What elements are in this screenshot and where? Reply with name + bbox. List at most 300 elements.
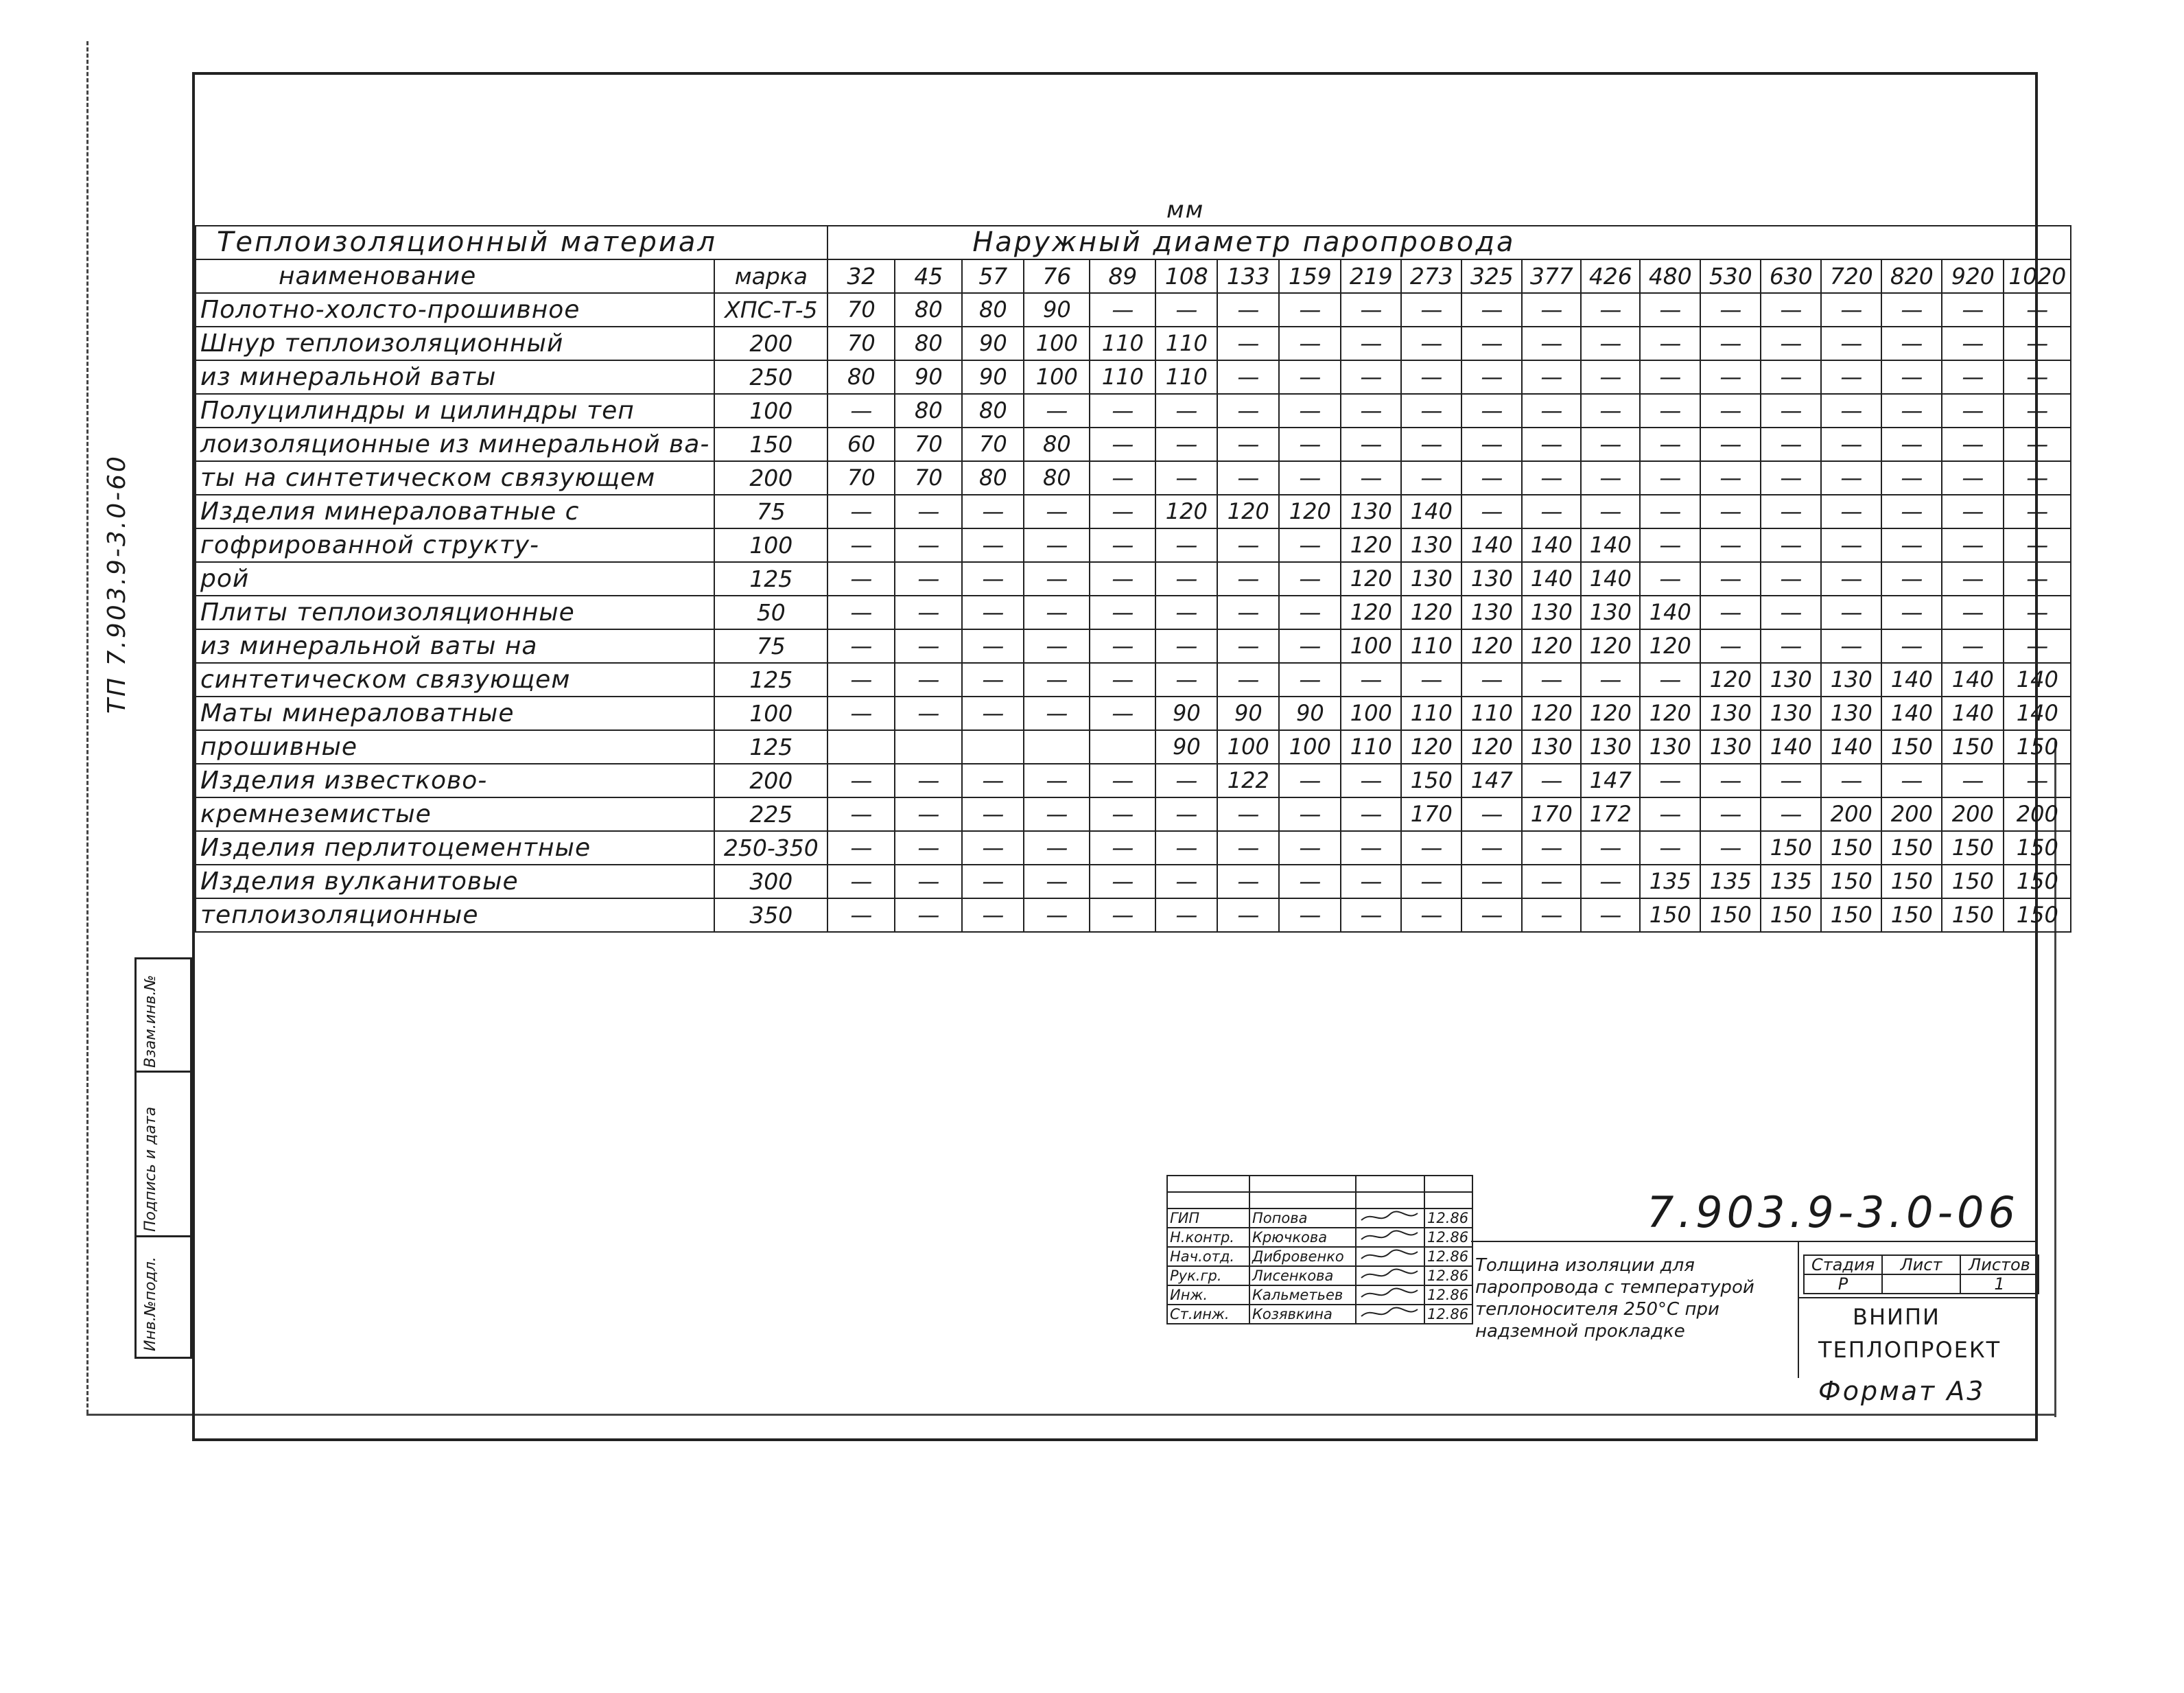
diameter-header-cell: 426 bbox=[1581, 259, 1640, 293]
diameter-header-cell: 45 bbox=[895, 259, 962, 293]
thickness-cell: — bbox=[2004, 528, 2071, 562]
insulation-thickness-table bbox=[195, 225, 2071, 933]
thickness-cell: 150 bbox=[1700, 898, 1761, 932]
thickness-cell: — bbox=[895, 663, 962, 697]
signature-mark bbox=[1356, 1266, 1424, 1285]
thickness-cell: 200 bbox=[1881, 797, 1942, 831]
thickness-cell: — bbox=[827, 764, 895, 797]
thickness-cell: — bbox=[1461, 865, 1522, 898]
thickness-cell: — bbox=[2004, 764, 2071, 797]
thickness-cell: — bbox=[1640, 327, 1700, 360]
signature-name: Лисенкова bbox=[1249, 1266, 1356, 1285]
thickness-cell: — bbox=[1024, 495, 1090, 528]
thickness-cell: — bbox=[1024, 629, 1090, 663]
thickness-cell: — bbox=[1341, 865, 1401, 898]
thickness-cell: — bbox=[1217, 596, 1279, 629]
thickness-cell: — bbox=[1640, 764, 1700, 797]
thickness-cell: — bbox=[827, 797, 895, 831]
material-name-cell: Изделия вулканитовые bbox=[196, 865, 714, 898]
thickness-cell: 150 bbox=[1640, 898, 1700, 932]
thickness-cell: 120 bbox=[1155, 495, 1217, 528]
thickness-cell: — bbox=[1700, 528, 1761, 562]
thickness-cell: — bbox=[1024, 394, 1090, 428]
thickness-cell: — bbox=[1522, 764, 1581, 797]
thickness-cell: — bbox=[827, 394, 895, 428]
thickness-cell: — bbox=[1461, 898, 1522, 932]
thickness-cell: — bbox=[1640, 495, 1700, 528]
name-column-header: наименование bbox=[196, 259, 714, 293]
thickness-cell: — bbox=[1700, 562, 1761, 596]
thickness-cell: — bbox=[895, 797, 962, 831]
diameter-header-cell: 273 bbox=[1401, 259, 1461, 293]
thickness-cell: — bbox=[1217, 629, 1279, 663]
thickness-cell: — bbox=[1024, 831, 1090, 865]
thickness-cell: — bbox=[1581, 461, 1640, 495]
thickness-cell: — bbox=[1640, 360, 1700, 394]
table-row bbox=[196, 327, 2071, 360]
thickness-cell: 90 bbox=[962, 327, 1024, 360]
thickness-cell: — bbox=[1761, 764, 1821, 797]
sheet-value bbox=[1882, 1274, 1960, 1294]
thickness-cell: — bbox=[1090, 898, 1155, 932]
thickness-cell: 140 bbox=[1581, 562, 1640, 596]
thickness-cell: — bbox=[1640, 797, 1700, 831]
thickness-cell: 140 bbox=[1942, 697, 2004, 730]
thickness-cell: — bbox=[1024, 596, 1090, 629]
signature-role: ГИП bbox=[1167, 1209, 1249, 1228]
thickness-cell: — bbox=[1761, 428, 1821, 461]
thickness-cell: 110 bbox=[1341, 730, 1401, 764]
diameter-header-cell: 920 bbox=[1942, 259, 2004, 293]
thickness-cell: — bbox=[1024, 663, 1090, 697]
material-name-cell: Изделия перлитоцементные bbox=[196, 831, 714, 865]
thickness-cell: — bbox=[1461, 663, 1522, 697]
thickness-cell: — bbox=[1401, 461, 1461, 495]
table-row bbox=[196, 293, 2071, 327]
diameter-header-cell: 720 bbox=[1821, 259, 1881, 293]
thickness-cell: 110 bbox=[1090, 360, 1155, 394]
table-row bbox=[196, 629, 2071, 663]
thickness-cell: — bbox=[1640, 394, 1700, 428]
thickness-cell: 140 bbox=[1821, 730, 1881, 764]
thickness-cell bbox=[827, 730, 895, 764]
header-row-2 bbox=[196, 259, 2071, 293]
material-name-cell: кремнеземистые bbox=[196, 797, 714, 831]
thickness-cell: 150 bbox=[1821, 898, 1881, 932]
thickness-cell: — bbox=[1821, 629, 1881, 663]
thickness-cell bbox=[895, 730, 962, 764]
thickness-cell: — bbox=[827, 831, 895, 865]
diameter-header-cell: 108 bbox=[1155, 259, 1217, 293]
thickness-cell: 150 bbox=[1881, 898, 1942, 932]
thickness-cell: — bbox=[1640, 663, 1700, 697]
thickness-cell: 70 bbox=[895, 428, 962, 461]
thickness-cell: — bbox=[962, 663, 1024, 697]
thickness-cell: 120 bbox=[1522, 697, 1581, 730]
thickness-cell: — bbox=[1522, 898, 1581, 932]
thickness-cell: 70 bbox=[962, 428, 1024, 461]
thickness-cell: 110 bbox=[1401, 697, 1461, 730]
thickness-cell: — bbox=[1341, 360, 1401, 394]
thickness-cell: — bbox=[1217, 360, 1279, 394]
table-row bbox=[196, 596, 2071, 629]
outer-border-left bbox=[86, 41, 89, 1414]
signature-blank-row bbox=[1167, 1176, 1472, 1192]
thickness-cell: — bbox=[1279, 461, 1341, 495]
thickness-cell: — bbox=[1700, 495, 1761, 528]
thickness-cell: 60 bbox=[827, 428, 895, 461]
thickness-cell: — bbox=[1700, 428, 1761, 461]
thickness-cell: 130 bbox=[1461, 596, 1522, 629]
diameter-header-cell: 89 bbox=[1090, 259, 1155, 293]
thickness-cell: — bbox=[962, 898, 1024, 932]
thickness-cell: — bbox=[1461, 495, 1522, 528]
thickness-cell: — bbox=[1279, 528, 1341, 562]
organization-line-1: ВНИПИ bbox=[1853, 1304, 1940, 1330]
thickness-cell: — bbox=[1942, 327, 2004, 360]
thickness-cell: 140 bbox=[1522, 528, 1581, 562]
thickness-cell: — bbox=[1341, 327, 1401, 360]
material-mark-cell: 50 bbox=[714, 596, 827, 629]
thickness-cell: — bbox=[1279, 663, 1341, 697]
material-header: Теплоизоляционный материал bbox=[196, 226, 827, 259]
thickness-cell: — bbox=[1640, 831, 1700, 865]
diameter-header-cell: 57 bbox=[962, 259, 1024, 293]
thickness-cell: — bbox=[1700, 293, 1761, 327]
thickness-cell: — bbox=[1155, 797, 1217, 831]
thickness-cell: 130 bbox=[1522, 730, 1581, 764]
thickness-cell bbox=[1024, 730, 1090, 764]
thickness-cell: — bbox=[1024, 528, 1090, 562]
thickness-cell: — bbox=[1700, 629, 1761, 663]
thickness-cell: — bbox=[1881, 360, 1942, 394]
thickness-cell: 80 bbox=[895, 394, 962, 428]
diameter-header-cell: 219 bbox=[1341, 259, 1401, 293]
thickness-cell: 70 bbox=[827, 461, 895, 495]
thickness-cell: — bbox=[962, 596, 1024, 629]
table-row bbox=[196, 865, 2071, 898]
thickness-cell: — bbox=[1279, 562, 1341, 596]
thickness-cell: — bbox=[2004, 327, 2071, 360]
thickness-cell: — bbox=[1761, 562, 1821, 596]
thickness-cell: — bbox=[1024, 797, 1090, 831]
thickness-cell: — bbox=[827, 663, 895, 697]
thickness-cell: 150 bbox=[1942, 730, 2004, 764]
thickness-cell: — bbox=[962, 697, 1024, 730]
side-document-code: ТП 7.903.9-3.0-60 bbox=[103, 454, 131, 714]
thickness-cell: — bbox=[1640, 293, 1700, 327]
thickness-cell: — bbox=[1461, 797, 1522, 831]
diameter-header-cell: 820 bbox=[1881, 259, 1942, 293]
material-mark-cell: 100 bbox=[714, 697, 827, 730]
thickness-cell: 130 bbox=[1821, 663, 1881, 697]
thickness-cell: — bbox=[1024, 865, 1090, 898]
signature-row bbox=[1167, 1209, 1472, 1228]
thickness-cell: 150 bbox=[1942, 898, 2004, 932]
thickness-cell: — bbox=[1761, 495, 1821, 528]
thickness-cell: — bbox=[1217, 663, 1279, 697]
thickness-cell: 120 bbox=[1581, 697, 1640, 730]
thickness-cell: — bbox=[1090, 394, 1155, 428]
thickness-cell: 140 bbox=[1881, 697, 1942, 730]
thickness-cell: 70 bbox=[827, 293, 895, 327]
thickness-cell: — bbox=[1522, 831, 1581, 865]
signature-row bbox=[1167, 1285, 1472, 1305]
thickness-cell: — bbox=[827, 562, 895, 596]
title-block-vdivider bbox=[1798, 1241, 1799, 1378]
thickness-cell: — bbox=[1279, 797, 1341, 831]
thickness-cell: — bbox=[1942, 360, 2004, 394]
material-mark-cell: 75 bbox=[714, 495, 827, 528]
material-mark-cell: 100 bbox=[714, 394, 827, 428]
signature-row bbox=[1167, 1266, 1472, 1285]
thickness-cell: 150 bbox=[1821, 865, 1881, 898]
thickness-cell: — bbox=[2004, 293, 2071, 327]
blank-cell bbox=[1167, 1176, 1249, 1192]
thickness-cell: — bbox=[1341, 293, 1401, 327]
thickness-cell: — bbox=[1461, 360, 1522, 394]
thickness-cell: — bbox=[1090, 663, 1155, 697]
thickness-cell: — bbox=[2004, 596, 2071, 629]
handwritten-signature-icon bbox=[1359, 1267, 1420, 1282]
thickness-cell: — bbox=[962, 528, 1024, 562]
thickness-cell: — bbox=[2004, 394, 2071, 428]
thickness-cell: — bbox=[827, 495, 895, 528]
thickness-cell: — bbox=[1090, 528, 1155, 562]
thickness-cell: — bbox=[895, 495, 962, 528]
thickness-cell: 120 bbox=[1640, 697, 1700, 730]
thickness-cell: 130 bbox=[1581, 596, 1640, 629]
material-mark-cell: 125 bbox=[714, 562, 827, 596]
thickness-cell: 110 bbox=[1461, 697, 1522, 730]
thickness-cell: — bbox=[1155, 461, 1217, 495]
thickness-cell: 130 bbox=[1700, 730, 1761, 764]
thickness-cell: — bbox=[1090, 562, 1155, 596]
thickness-cell: 200 bbox=[1821, 797, 1881, 831]
thickness-cell: — bbox=[1217, 428, 1279, 461]
thickness-cell: — bbox=[1401, 663, 1461, 697]
thickness-cell: — bbox=[1024, 562, 1090, 596]
thickness-cell: — bbox=[1942, 596, 2004, 629]
thickness-cell: — bbox=[1942, 562, 2004, 596]
thickness-cell: — bbox=[1217, 327, 1279, 360]
thickness-cell: — bbox=[1155, 865, 1217, 898]
diameter-header-cell: 159 bbox=[1279, 259, 1341, 293]
thickness-cell: 100 bbox=[1279, 730, 1341, 764]
diameter-header-cell: 377 bbox=[1522, 259, 1581, 293]
thickness-cell: — bbox=[1217, 461, 1279, 495]
thickness-cell: 80 bbox=[1024, 428, 1090, 461]
blank-cell bbox=[1424, 1192, 1472, 1209]
thickness-cell: — bbox=[1821, 764, 1881, 797]
thickness-cell: — bbox=[895, 831, 962, 865]
thickness-cell: 90 bbox=[1217, 697, 1279, 730]
thickness-cell: — bbox=[1522, 495, 1581, 528]
thickness-cell: 150 bbox=[1942, 831, 2004, 865]
thickness-cell: 100 bbox=[1024, 327, 1090, 360]
thickness-cell: — bbox=[1821, 293, 1881, 327]
thickness-cell: 120 bbox=[1522, 629, 1581, 663]
thickness-cell: 70 bbox=[895, 461, 962, 495]
thickness-cell: 200 bbox=[2004, 797, 2071, 831]
thickness-cell: 110 bbox=[1090, 327, 1155, 360]
thickness-cell: — bbox=[1217, 898, 1279, 932]
thickness-cell: — bbox=[1279, 596, 1341, 629]
thickness-cell: — bbox=[1881, 394, 1942, 428]
table-row bbox=[196, 562, 2071, 596]
thickness-cell: — bbox=[1461, 394, 1522, 428]
thickness-cell: — bbox=[1090, 831, 1155, 865]
thickness-cell: — bbox=[2004, 495, 2071, 528]
material-mark-cell: 150 bbox=[714, 428, 827, 461]
thickness-cell: — bbox=[827, 697, 895, 730]
thickness-cell: — bbox=[1581, 327, 1640, 360]
diameter-header-cell: 325 bbox=[1461, 259, 1522, 293]
signature-date: 12.86 bbox=[1424, 1228, 1472, 1247]
thickness-cell: — bbox=[1522, 394, 1581, 428]
thickness-cell: — bbox=[2004, 428, 2071, 461]
thickness-cell: — bbox=[1090, 797, 1155, 831]
material-mark-cell: 225 bbox=[714, 797, 827, 831]
thickness-cell: — bbox=[1461, 428, 1522, 461]
thickness-cell: — bbox=[1217, 831, 1279, 865]
signature-blank-row bbox=[1167, 1192, 1472, 1209]
thickness-cell: — bbox=[1821, 562, 1881, 596]
thickness-cell: — bbox=[895, 629, 962, 663]
format-label: Формат А3 bbox=[1818, 1376, 1986, 1406]
thickness-cell: — bbox=[1155, 663, 1217, 697]
thickness-cell: — bbox=[962, 797, 1024, 831]
thickness-cell: — bbox=[1761, 797, 1821, 831]
thickness-cell: — bbox=[1581, 898, 1640, 932]
thickness-cell: 80 bbox=[962, 293, 1024, 327]
handwritten-signature-icon bbox=[1359, 1248, 1420, 1263]
thickness-cell: — bbox=[1522, 663, 1581, 697]
thickness-cell bbox=[1090, 730, 1155, 764]
table-row bbox=[196, 394, 2071, 428]
thickness-cell: — bbox=[1279, 898, 1341, 932]
thickness-cell: — bbox=[1761, 360, 1821, 394]
thickness-cell: — bbox=[1821, 528, 1881, 562]
thickness-cell: — bbox=[1881, 428, 1942, 461]
thickness-cell: — bbox=[895, 697, 962, 730]
thickness-cell: — bbox=[962, 562, 1024, 596]
thickness-cell: — bbox=[1700, 596, 1761, 629]
thickness-cell: 120 bbox=[1341, 596, 1401, 629]
thickness-cell: — bbox=[895, 596, 962, 629]
thickness-cell: — bbox=[1942, 528, 2004, 562]
signature-role: Нач.отд. bbox=[1167, 1247, 1249, 1266]
thickness-cell: 150 bbox=[2004, 865, 2071, 898]
sheet-label: Лист bbox=[1882, 1255, 1960, 1274]
sheets-label: Листов bbox=[1960, 1255, 2039, 1274]
material-name-cell: Полуцилиндры и цилиндры теп bbox=[196, 394, 714, 428]
thickness-cell: 70 bbox=[827, 327, 895, 360]
thickness-cell: 80 bbox=[962, 461, 1024, 495]
thickness-cell: — bbox=[1640, 528, 1700, 562]
material-name-cell: Шнур теплоизоляционный bbox=[196, 327, 714, 360]
signature-role: Рук.гр. bbox=[1167, 1266, 1249, 1285]
strip-cell-original bbox=[137, 1237, 190, 1357]
thickness-cell: 80 bbox=[895, 327, 962, 360]
material-mark-cell: 350 bbox=[714, 898, 827, 932]
thickness-cell: — bbox=[1581, 831, 1640, 865]
thickness-cell: — bbox=[1881, 293, 1942, 327]
thickness-cell: 130 bbox=[1401, 562, 1461, 596]
thickness-cell: — bbox=[1461, 831, 1522, 865]
thickness-cell: — bbox=[1581, 663, 1640, 697]
material-mark-cell: 200 bbox=[714, 461, 827, 495]
thickness-cell: — bbox=[1217, 293, 1279, 327]
table-row bbox=[196, 360, 2071, 394]
thickness-cell: 120 bbox=[1217, 495, 1279, 528]
thickness-cell: — bbox=[1821, 428, 1881, 461]
thickness-cell: 135 bbox=[1700, 865, 1761, 898]
thickness-cell: — bbox=[1881, 327, 1942, 360]
thickness-cell: — bbox=[1279, 764, 1341, 797]
signature-date: 12.86 bbox=[1424, 1209, 1472, 1228]
thickness-cell: 120 bbox=[1279, 495, 1341, 528]
thickness-cell: 130 bbox=[1341, 495, 1401, 528]
thickness-cell: — bbox=[1341, 428, 1401, 461]
table-row bbox=[196, 764, 2071, 797]
thickness-cell: — bbox=[1700, 831, 1761, 865]
thickness-cell: — bbox=[895, 865, 962, 898]
material-mark-cell: ХПС-Т-5 bbox=[714, 293, 827, 327]
organization-line-2: ТЕПЛОПРОЕКТ bbox=[1818, 1337, 2001, 1363]
thickness-cell: — bbox=[1401, 327, 1461, 360]
thickness-cell: — bbox=[1279, 293, 1341, 327]
thickness-cell: — bbox=[1881, 461, 1942, 495]
thickness-cell: 90 bbox=[1279, 697, 1341, 730]
table-row bbox=[196, 495, 2071, 528]
diameter-header-cell: 133 bbox=[1217, 259, 1279, 293]
strip-label-replacement: Взам.инв.№ bbox=[142, 974, 159, 1068]
thickness-cell: — bbox=[1700, 461, 1761, 495]
thickness-cell: 150 bbox=[1942, 865, 2004, 898]
thickness-cell: — bbox=[1155, 293, 1217, 327]
thickness-cell: — bbox=[1090, 428, 1155, 461]
thickness-cell: — bbox=[962, 495, 1024, 528]
signature-name: Попова bbox=[1249, 1209, 1356, 1228]
thickness-cell: — bbox=[962, 629, 1024, 663]
thickness-cell: — bbox=[1942, 394, 2004, 428]
signature-grid bbox=[1166, 1175, 1473, 1324]
thickness-cell: — bbox=[1090, 495, 1155, 528]
blank-cell bbox=[1356, 1192, 1424, 1209]
thickness-cell: — bbox=[1761, 596, 1821, 629]
thickness-cell: — bbox=[1700, 327, 1761, 360]
strip-label-signature: Подпись и дата bbox=[142, 1106, 159, 1232]
thickness-cell: — bbox=[1761, 327, 1821, 360]
table-row bbox=[196, 428, 2071, 461]
diameter-header-cell: 530 bbox=[1700, 259, 1761, 293]
signature-name: Козявкина bbox=[1249, 1305, 1356, 1324]
thickness-cell: 135 bbox=[1640, 865, 1700, 898]
thickness-cell: — bbox=[827, 898, 895, 932]
thickness-cell: — bbox=[1942, 428, 2004, 461]
thickness-cell: — bbox=[1341, 663, 1401, 697]
thickness-cell: 80 bbox=[1024, 461, 1090, 495]
thickness-cell: — bbox=[1522, 293, 1581, 327]
thickness-cell: — bbox=[1401, 394, 1461, 428]
thickness-cell: 90 bbox=[1024, 293, 1090, 327]
material-name-cell: теплоизоляционные bbox=[196, 898, 714, 932]
blank-cell bbox=[1249, 1192, 1356, 1209]
thickness-cell: 140 bbox=[1640, 596, 1700, 629]
thickness-cell: — bbox=[1090, 629, 1155, 663]
blank-cell bbox=[1249, 1176, 1356, 1192]
